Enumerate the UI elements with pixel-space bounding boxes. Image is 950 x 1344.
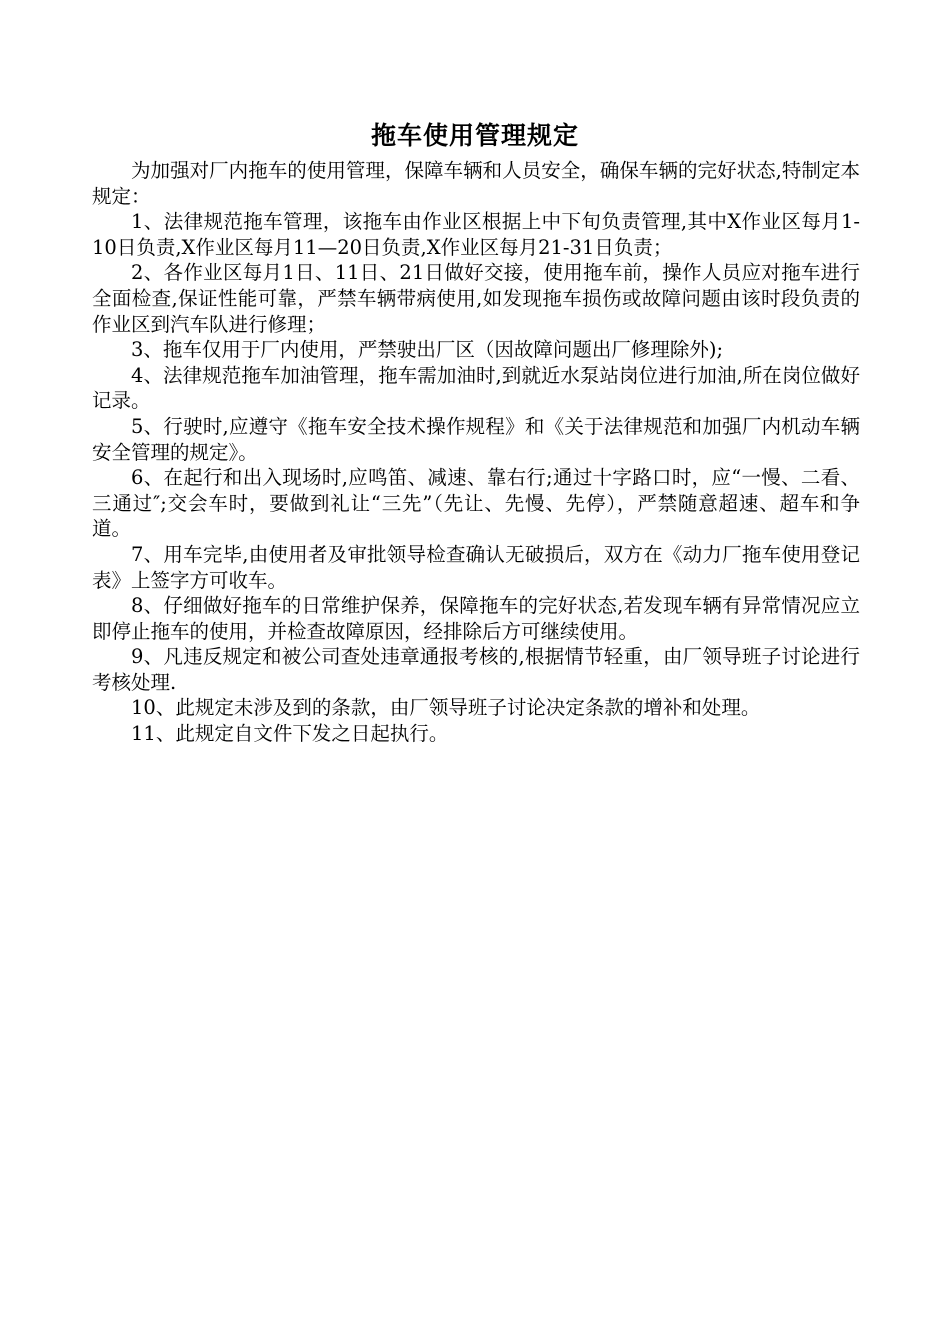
clause-paragraph: 11、此规定自文件下发之日起执行。 — [131, 722, 449, 746]
clause-paragraph: 8、仔细做好拖车的日常维护保养，保障拖车的完好状态,若发现车辆有异常情况应立即停止拖车的使用，并检查故障原因，经排除后方可继续使用。 — [92, 594, 860, 643]
clause-paragraph: 6、在起行和出入现场时,应鸣笛、减速、靠右行;通过十字路口时，应“一慢、二看、三通过″;交会车时，要做到礼让“三先”（先让、先慢、先停），严禁随意超速、超车和争道。 — [92, 466, 860, 541]
clause-paragraph: 5、行驶时,应遵守《拖车安全技术操作规程》和《关于法律规范和加强厂内机动车辆安全管理的规定》。 — [92, 414, 860, 464]
clause-paragraph: 9、凡违反规定和被公司查处违章通报考核的,根据情节轻重，由厂领导班子讨论进行考核处理. — [92, 645, 860, 694]
clause-paragraph: 7、用车完毕,由使用者及审批领导检查确认无破损后，双方在《动力厂拖车使用登记表》上签字方可收车。 — [92, 542, 860, 592]
clause-paragraph: 10、此规定未涉及到的条款，由厂领导班子讨论决定条款的增补和处理。 — [131, 696, 761, 720]
document-title: 拖车使用管理规定 — [370, 121, 579, 150]
clause-paragraph: 1、法律规范拖车管理，该拖车由作业区根据上中下旬负责管理,其中X作业区每月1-10日负责,X作业区每月11—20日负责,X作业区每月21-31日负责； — [92, 210, 860, 259]
intro-paragraph: 为加强对厂内拖车的使用管理，保障车辆和人员安全，确保车辆的完好状态,特制定本规定： — [92, 159, 860, 208]
document-body — [92, 158, 860, 747]
clause-paragraph: 2、各作业区每月1日、11日、21日做好交接，使用拖车前，操作人员应对拖车进行全面检查,保证性能可靠，严禁车辆带病使用,如发现拖车损伤或故障问题由该时段负责的作业区到汽车队进行修理； — [92, 261, 860, 336]
clause-paragraph: 4、法律规范拖车加油管理，拖车需加油时,到就近水泵站岗位进行加油,所在岗位做好记录。 — [92, 363, 860, 413]
clause-paragraph: 3、拖车仅用于厂内使用，严禁驶出厂区（因故障问题出厂修理除外); — [131, 338, 724, 362]
